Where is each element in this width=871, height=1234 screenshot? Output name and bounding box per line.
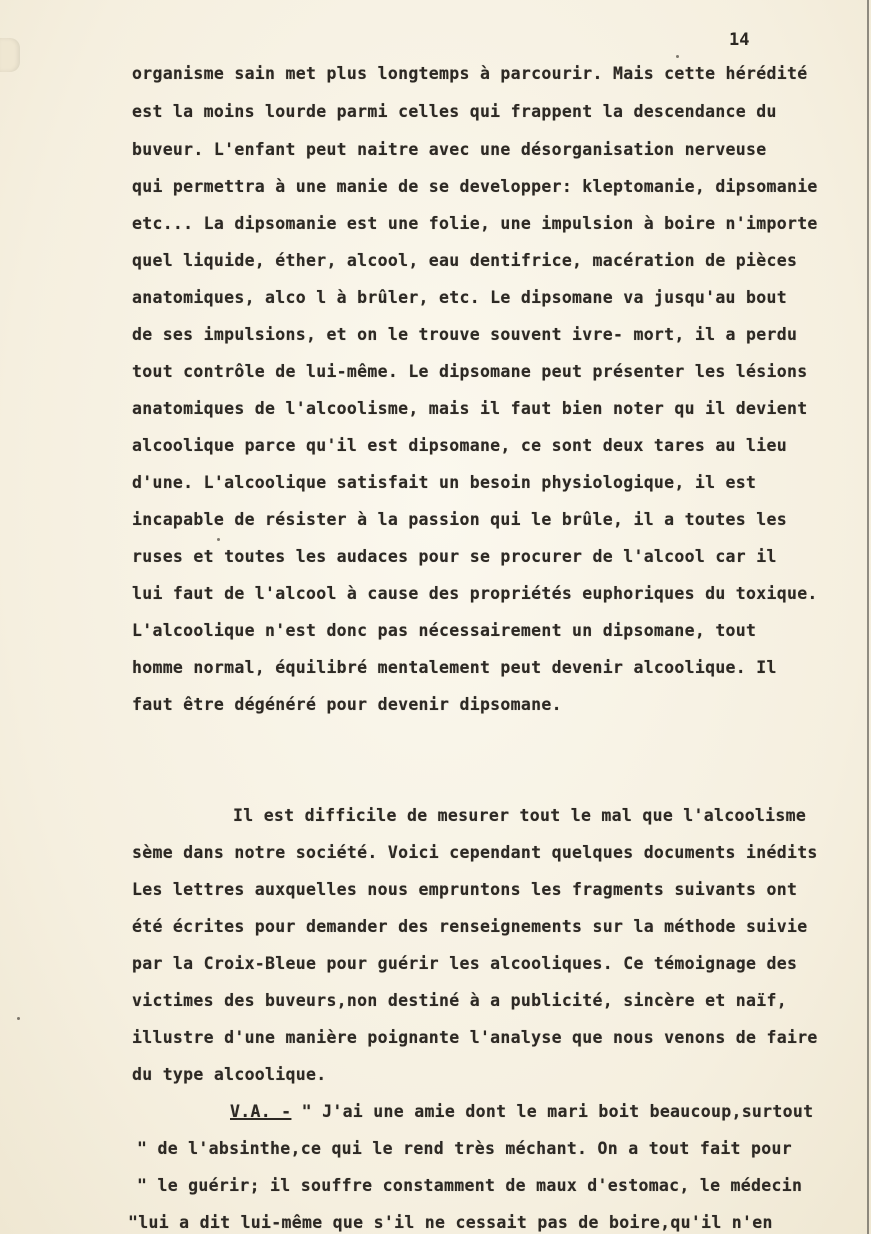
text-line: anatomiques, alco l à brûler, etc. Le dipsomane va jusqu'au bout: [132, 288, 787, 307]
text-line: ruses et toutes les audaces pour se procurer de l'alcool car il: [132, 547, 777, 566]
text-line: incapable de résister à la passion qui le brûle, il a toutes les: [132, 510, 787, 529]
text-line: sème dans notre société. Voici cependant quelques documents inédits: [132, 843, 818, 862]
paper-speck: [217, 538, 220, 541]
text-line: homme normal, équilibré mentalement peut devenir alcoolique. Il: [132, 658, 777, 677]
text-line: Les lettres auxquelles nous empruntons les fragments suivants ont: [132, 880, 798, 899]
text-line: Il est difficile de mesurer tout le mal que l'alcoolisme: [233, 806, 807, 825]
text-line: par la Croix-Bleue pour guérir les alcooliques. Ce témoignage des: [132, 954, 798, 973]
paper-speck: [17, 1017, 20, 1020]
text-line: alcoolique parce qu'il est dipsomane, ce sont deux tares au lieu: [132, 436, 787, 455]
letter-first-line: [230, 1102, 813, 1121]
text-line: L'alcoolique n'est donc pas nécessairement un dipsomane, tout: [132, 621, 757, 640]
text-line: etc... La dipsomanie est une folie, une impulsion à boire n'importe: [132, 214, 818, 233]
text-line: quel liquide, éther, alcool, eau dentifrice, macération de pièces: [132, 251, 798, 270]
text-line: qui permettra à une manie de se developper: kleptomanie, dipsomanie: [132, 177, 818, 196]
text-line: illustre d'une manière poignante l'analyse que nous venons de faire: [132, 1028, 818, 1047]
page-edge: [867, 0, 869, 1234]
text-line: est la moins lourde parmi celles qui frappent la descendance du: [132, 102, 777, 121]
text-line: anatomiques de l'alcoolisme, mais il faut bien noter qu il devient: [132, 399, 808, 418]
paper-speck: [676, 55, 679, 58]
text-line: du type alcoolique.: [132, 1065, 327, 1084]
text-line: "lui a dit lui-même que s'il ne cessait pas de boire,qu'il n'en: [128, 1213, 773, 1232]
text-line: été écrites pour demander des renseignements sur la méthode suivie: [132, 917, 808, 936]
text-line: d'une. L'alcoolique satisfait un besoin physiologique, il est: [132, 473, 757, 492]
text-line: faut être dégénéré pour devenir dipsomane.: [132, 695, 562, 714]
text-line: tout contrôle de lui-même. Le dipsomane peut présenter les lésions: [132, 362, 808, 381]
page-number: 14: [729, 30, 750, 50]
letter-initials: V.A. -: [230, 1102, 292, 1121]
text-line: " de l'absinthe,ce qui le rend très méchant. On a tout fait pour: [137, 1139, 792, 1158]
paper-hole-mark: [0, 38, 20, 72]
text-line: " J'ai une amie dont le mari boit beaucoup,surtout: [301, 1102, 814, 1121]
text-line: lui faut de l'alcool à cause des propriétés euphoriques du toxique.: [132, 584, 818, 603]
text-line: de ses impulsions, et on le trouve souvent ivre- mort, il a perdu: [132, 325, 798, 344]
text-line: " le guérir; il souffre constamment de maux d'estomac, le médecin: [137, 1176, 803, 1195]
text-line: victimes des buveurs,non destiné à a publicité, sincère et naïf,: [132, 991, 787, 1010]
text-line: buveur. L'enfant peut naitre avec une désorganisation nerveuse: [132, 140, 767, 159]
text-line: organisme sain met plus longtemps à parcourir. Mais cette hérédité: [132, 64, 808, 83]
